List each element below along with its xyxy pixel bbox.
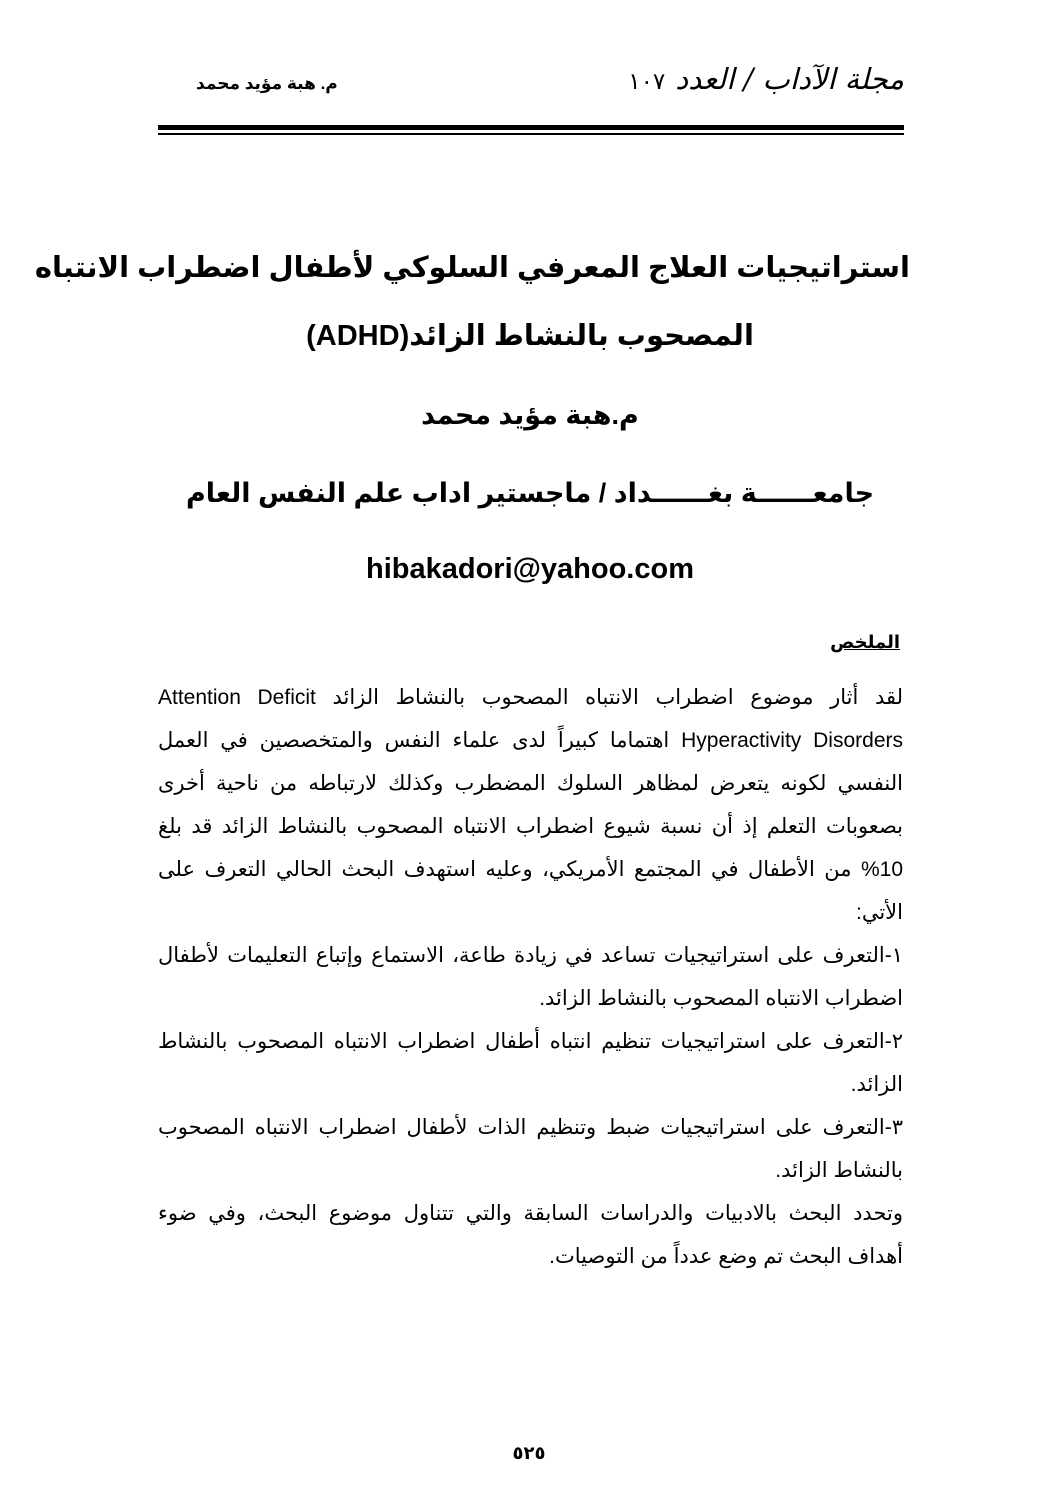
header-rule-thin [158,133,904,135]
abstract-objective-3: ٣-التعرف على استراتيجيات ضبط وتنظيم الذات لأطفال اضطراب الانتباه المصحوب بالنشاط الزائد. [158,1116,903,1182]
running-header [158,62,904,112]
paper-title-line-1: استراتيجيات العلاج المعرفي السلوكي لأطفال اضطراب الانتباه [34,252,910,284]
running-author: م. هبة مؤيد محمد [196,74,338,93]
author-email: hibakadori@yahoo.com [365,553,694,585]
abstract-body [158,676,903,1278]
abstract-heading: الملخص [830,632,900,652]
issue-number: ١٠٧ [628,69,666,95]
header-rule-thick [158,125,904,130]
author-affiliation: جامعــــــة بغــــــداد / ماجستير اداب علم النفس العام [185,478,875,508]
abstract-paragraph-intro: لقد أثار موضوع اضطراب الانتباه المصحوب بالنشاط الزائد Attention Deficit Hyperactivity Disorders اهتماما كبيراً لدى علماء النفس والمتخصصين في العمل النفسي لكونه يتعرض لمظاهر السلوك المضطرب وكذلك لارتباطه من ناحية أخرى بصعوبات التعلم إذ أن نسبة شيوع اضطراب الانتباه المصحوب بالنشاط الزائد قد بلغ 10% من الأطفال في المجتمع الأمريكي، وعليه استهدف البحث الحالي التعرف على الأتي: [158,686,903,924]
abstract-objective-2: ٢-التعرف على استراتيجيات تنظيم انتباه أطفال اضطراب الانتباه المصحوب بالنشاط الزائد. [158,1030,903,1096]
author-name: م.هبة مؤيد محمد [421,400,639,430]
journal-title: مجلة الآداب / العدد [675,62,904,96]
journal-name [628,62,904,96]
abstract-paragraph-closing: وتحدد البحث بالادبيات والدراسات السابقة والتي تتناول موضوع البحث، وفي ضوء أهداف البحث تم وضع عدداً من التوصيات. [158,1202,903,1268]
abstract-objective-1: ١-التعرف على استراتيجيات تساعد في زيادة طاعة، الاستماع وإتباع التعليمات لأطفال اضطراب الانتباه المصحوب بالنشاط الزائد. [158,944,903,1010]
page-number: ٥٢٥ [512,1443,546,1463]
paper-title-line-2: المصحوب بالنشاط الزائد(ADHD) [306,320,754,352]
